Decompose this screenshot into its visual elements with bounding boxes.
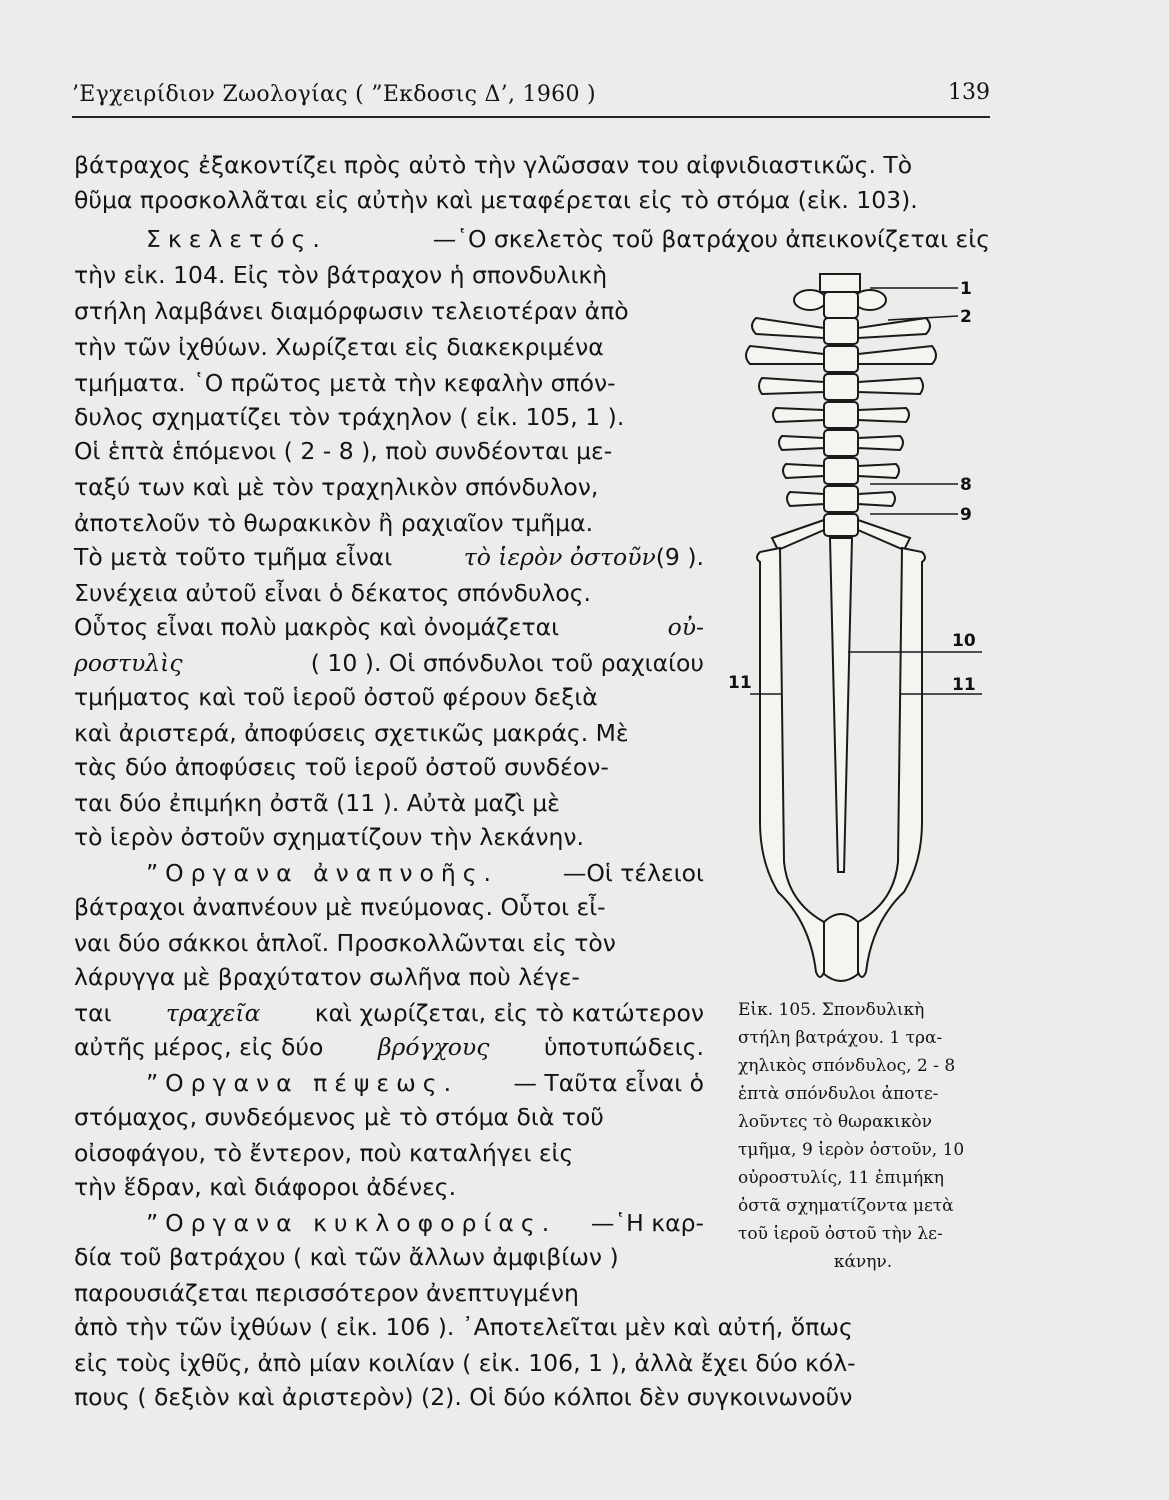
term-urostyle-part1: οὐ-	[667, 613, 704, 641]
cervical-vertebra	[820, 274, 860, 292]
text-line: δυλος σχηματίζει τὸν τράχηλον ( εἰκ. 105, 1 ).	[74, 403, 625, 431]
section-circulation: ”Οργανα κυκλοφορίας. —῾Η καρ-	[74, 1206, 704, 1240]
text-line: θῦμα προσκολλᾶται εἰς αὐτὴν καὶ μεταφέρεται εἰς τὸ στόμα (εἰκ. 103).	[74, 186, 918, 214]
caption-line: τμῆμα, 9 ἱερὸν ὀστοῦν, 10	[738, 1140, 965, 1160]
ilium-left	[757, 548, 824, 977]
section-heading-digestion: ”Οργανα πέψεως.	[146, 1069, 459, 1097]
text-line: τὴν εἰκ. 104. Εἰς τὸν βάτραχον ἡ σπονδυλικὴ	[74, 261, 608, 289]
term-trachea: τραχεῖα	[165, 999, 261, 1027]
label-2: 2	[960, 307, 972, 327]
text-line: τὴν ἕδραν, καὶ διάφοροι ἀδένες.	[74, 1173, 457, 1201]
text-line: τμήματα. ῾Ο πρῶτος μετὰ τὴν κεφαλὴν σπόν-	[74, 369, 616, 397]
ilium-right	[858, 548, 925, 977]
running-title: ’Εγχειρίδιον Ζωολογίας ( ”Εκδοσις Δ’, 1960 )	[72, 82, 596, 107]
text-line: τὸ ἱερὸν ὀστοῦν σχηματίζουν τὴν λεκάνην.	[74, 823, 585, 851]
text-line: λάρυγγα μὲ βραχύτατον σωλῆνα ποὺ λέγε-	[74, 963, 580, 991]
caption-line: κάνην.	[833, 1252, 893, 1272]
caption-line: τοῦ ἱεροῦ ὀστοῦ τὴν λε-	[738, 1224, 943, 1244]
text-line-sacrum: Τὸ μετὰ τοῦτο τμῆμα εἶναι τὸ ἱερὸν ὀστοῦν(9 ).	[74, 543, 704, 571]
running-header	[72, 76, 990, 118]
section-skeleton: Σκελετός. —῾Ο σκελετὸς τοῦ βατράχου ἀπεικονίζεται εἰς	[74, 222, 990, 256]
caption-line: Εἰκ. 105. Σπονδυλικὴ	[738, 1000, 925, 1020]
text-line: βάτραχος ἐξακοντίζει πρὸς αὐτὸ τὴν γλῶσσαν του αἰφνιδιαστικῶς. Τὸ	[74, 151, 913, 179]
text-line: πους ( δεξιὸν καὶ ἀριστερὸν) (2). Οἱ δύο κόλποι δὲν συγκοινωνοῦν	[74, 1383, 853, 1411]
text-line: τὴν τῶν ἰχθύων. Χωρίζεται εἰς διακεκριμένα	[74, 333, 604, 361]
text-line: Οἱ ἑπτὰ ἑπόμενοι ( 2 - 8 ), ποὺ συνδέονται με-	[74, 437, 613, 465]
text-line: καὶ ἀριστερά, ἀποφύσεις σχετικῶς μακράς. Μὲ	[74, 719, 629, 747]
text-line: ἀπὸ τὴν τῶν ἰχθύων ( εἰκ. 106 ). ᾿Αποτελεῖται μὲν καὶ αὐτή, ὅπως	[74, 1313, 853, 1341]
page-number: 139	[948, 80, 990, 105]
text-line-urostyle: Οὗτος εἶναι πολὺ μακρὸς καὶ ὀνομάζεται οὐ-	[74, 610, 704, 644]
section-respiration: ”Οργανα ἀναπνοῆς. —Οἱ τέλειοι	[74, 856, 704, 890]
caption-line: ὀστᾶ σχηματίζοντα μετὰ	[738, 1196, 954, 1216]
label-1: 1	[960, 279, 972, 299]
section-heading-circulation: ”Οργανα κυκλοφορίας.	[146, 1209, 557, 1237]
term-bronchi: βρόγχους	[377, 1033, 490, 1061]
text-line: στήλη λαμβάνει διαμόρφωσιν τελειοτέραν ἀπὸ	[74, 297, 629, 325]
vertebral-column-illustration	[720, 262, 990, 1002]
section-heading-respiration: ”Οργανα ἀναπνοῆς.	[146, 859, 498, 887]
text-line: ταξύ των καὶ μὲ τὸν τραχηλικὸν σπόνδυλον,	[74, 473, 599, 501]
term-sacrum: τὸ ἱερὸν ὀστοῦν	[463, 543, 656, 571]
text-line: τὰς δύο ἀποφύσεις τοῦ ἱεροῦ ὀστοῦ συνδέον-	[74, 753, 609, 781]
text-line: τμήματος καὶ τοῦ ἱεροῦ ὀστοῦ φέρουν δεξιὰ	[74, 683, 598, 711]
caption-line: λοῦντες τὸ θωρακικὸν	[738, 1112, 932, 1132]
caption-line: χηλικὸς σπόνδυλος, 2 - 8	[738, 1056, 956, 1076]
text-line: ναι δύο σάκκοι ἁπλοῖ. Προσκολλῶνται εἰς τὸν	[74, 929, 616, 957]
label-11-left: 11	[728, 673, 752, 693]
text-line-urostyle-2: ροστυλὶς ( 10 ). Οἱ σπόνδυλοι τοῦ ραχιαίου	[74, 646, 704, 680]
caption-line: οὐροστυλίς, 11 ἐπιμήκη	[738, 1168, 944, 1188]
text-line: εἰς τοὺς ἰχθῦς, ἀπὸ μίαν κοιλίαν ( εἰκ. 106, 1 ), ἀλλὰ ἔχει δύο κόλ-	[74, 1349, 856, 1377]
section-heading-skeleton: Σκελετός.	[146, 225, 327, 253]
text-line: ἀποτελοῦν τὸ θωρακικὸν ἢ ραχιαῖον τμῆμα.	[74, 509, 594, 537]
urostyle	[830, 538, 852, 872]
text-line: βάτραχοι ἀναπνέουν μὲ πνεύμονας. Οὗτοι εἶ-	[74, 893, 606, 921]
caption-line: στήλη βατράχου. 1 τρα-	[738, 1028, 943, 1048]
text-line: δία τοῦ βατράχου ( καὶ τῶν ἄλλων ἀμφιβίων )	[74, 1243, 619, 1271]
text-line: ται δύο ἐπιμήκη ὀστᾶ (11 ). Αὐτὰ μαζὶ μὲ	[74, 789, 560, 817]
figure-caption	[738, 996, 988, 1276]
text-line: παρουσιάζεται περισσότερον ἀνεπτυγμένη	[74, 1279, 579, 1307]
label-8: 8	[960, 475, 972, 495]
text-line: στόμαχος, συνδεόμενος μὲ τὸ στόμα διὰ τοῦ	[74, 1103, 604, 1131]
text-line: οἰσοφάγου, τὸ ἔντερον, ποὺ καταλήγει εἰς	[74, 1139, 574, 1167]
label-11-right: 11	[952, 675, 976, 695]
label-9: 9	[960, 505, 972, 525]
label-10: 10	[952, 631, 976, 651]
thoracic-vertebrae	[746, 318, 936, 512]
text-line-bronchi: αὐτῆς μέρος, εἰς δύο βρόγχους ὑποτυπώδεις.	[74, 1030, 704, 1064]
text-line: Συνέχεια αὐτοῦ εἶναι ὁ δέκατος σπόνδυλος.	[74, 579, 591, 607]
caption-line: ἑπτὰ σπόνδυλοι ἀποτε-	[738, 1084, 939, 1104]
section-digestion: ”Οργανα πέψεως. — Ταῦτα εἶναι ὁ	[74, 1066, 704, 1100]
text-line-trachea: ται τραχεῖα καὶ χωρίζεται, εἰς τὸ κατώτερον	[74, 996, 704, 1030]
term-urostyle-part2: ροστυλὶς	[74, 649, 183, 677]
